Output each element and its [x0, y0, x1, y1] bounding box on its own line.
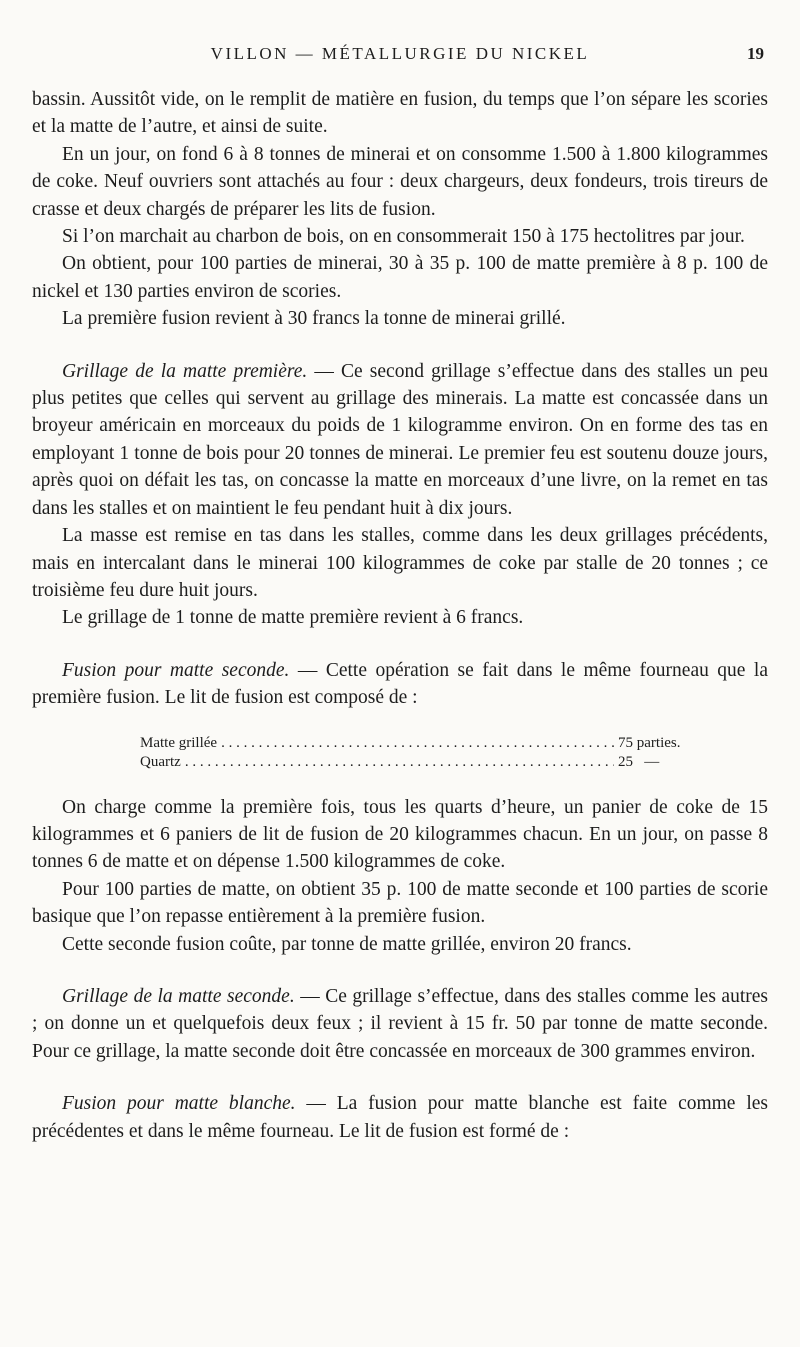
recipe-ingredient: Matte grillée — [140, 734, 218, 751]
section-text: — Ce second grillage s’effectue dans des stalles un peu plus petites que celles qui servent au grillage des minerais. La matte est concassée dans un broyeur américain en morceaux du poids de 1 kilogramme environ. On en forme des tas en employant 1 tonne de bois pour 20 tonnes de minerai. Le premier feu est soutenu douze jours, après quoi on défait les tas, on concasse la matte en morceaux d’une livre, on la remet en tas dans les stalles et on maintient le feu pendant huit à dix jours. — [32, 360, 768, 519]
section-text: — La fusion pour matte blanche est faite comme les précédentes et dans le même fourneau. Le lit de fusion est formé de : — [32, 1093, 768, 1142]
section-text: — Ce grillage s’effectue, dans des stalles comme les autres ; on donne un et quelquefois deux feux ; il revient à 15 fr. 50 par tonne de matte seconde. Pour ce grillage, la matte seconde doit être concassée en morceaux de 300 grammes environ. — [32, 985, 768, 1062]
dot-leader — [185, 753, 614, 772]
section-heading: Fusion pour matte seconde. — [62, 659, 290, 681]
paragraph: Le grillage de 1 tonne de matte première revient à 6 francs. — [62, 607, 524, 629]
paragraph: Pour 100 parties de matte, on obtient 35 p. 100 de matte seconde et 100 parties de scorie basique que l’on repasse entièrement à la première fusion. — [32, 878, 768, 928]
page-number: 19 — [747, 44, 764, 63]
section-heading: Fusion pour matte blanche. — [62, 1093, 296, 1115]
dot-leader — [221, 734, 614, 753]
section-paragraph — [32, 358, 768, 522]
section-paragraph — [32, 1090, 768, 1145]
text-body — [32, 86, 768, 1145]
paragraph: En un jour, on fond 6 à 8 tonnes de minerai et on consomme 1.500 à 1.800 kilogrammes de coke. Neuf ouvriers sont attachés au four : deux chargeurs, deux fondeurs, trois tireurs de crasse et deux chargés de préparer les lits de fusion. — [32, 143, 768, 220]
section-heading: Grillage de la matte seconde. — [62, 985, 295, 1007]
section-text: — Cette opération se fait dans le même fourneau que la première fusion. Le lit de fusion est composé de : — [32, 659, 768, 709]
paragraph: On obtient, pour 100 parties de minerai, 30 à 35 p. 100 de matte première à 8 p. 100 de nickel et 130 parties environ de scories. — [32, 253, 768, 302]
recipe-row — [140, 734, 700, 753]
section-paragraph — [32, 657, 768, 712]
running-header — [0, 44, 800, 72]
running-title: VILLON — MÉTALLURGIE DU NICKEL — [210, 44, 590, 63]
fusion-bed-recipe — [140, 734, 700, 772]
section-paragraph — [32, 983, 768, 1065]
recipe-quantity: 75 parties. — [618, 734, 681, 751]
recipe-quantity: 25 — — [618, 753, 660, 770]
paragraph: La masse est remise en tas dans les stalles, comme dans les deux grillages précédents, mais en intercalant dans le minerai 100 kilogrammes de coke par stalle de 20 tonnes ; ce troisième feu dure huit jours. — [32, 525, 768, 601]
recipe-row — [140, 753, 700, 772]
paragraph: Cette seconde fusion coûte, par tonne de matte grillée, environ 20 francs. — [62, 933, 632, 955]
section-heading: Grillage de la matte première. — [62, 360, 308, 382]
recipe-ingredient: Quartz — [140, 753, 181, 770]
paragraph: bassin. Aussitôt vide, on le remplit de matière en fusion, du temps que l’on sépare les scories et la matte de l’autre, et ainsi de suite. — [32, 89, 768, 138]
paragraph: La première fusion revient à 30 francs la tonne de minerai grillé. — [62, 308, 566, 330]
paragraph: On charge comme la première fois, tous les quarts d’heure, un panier de coke de 15 kilogrammes et 6 paniers de lit de fusion de 20 kilogrammes chacun. En un jour, on passe 8 tonnes 6 de matte et on dépense 1.500 kilogrammes de coke. — [32, 796, 768, 873]
paragraph: Si l’on marchait au charbon de bois, on en consommerait 150 à 175 hectolitres par jour. — [62, 226, 745, 248]
